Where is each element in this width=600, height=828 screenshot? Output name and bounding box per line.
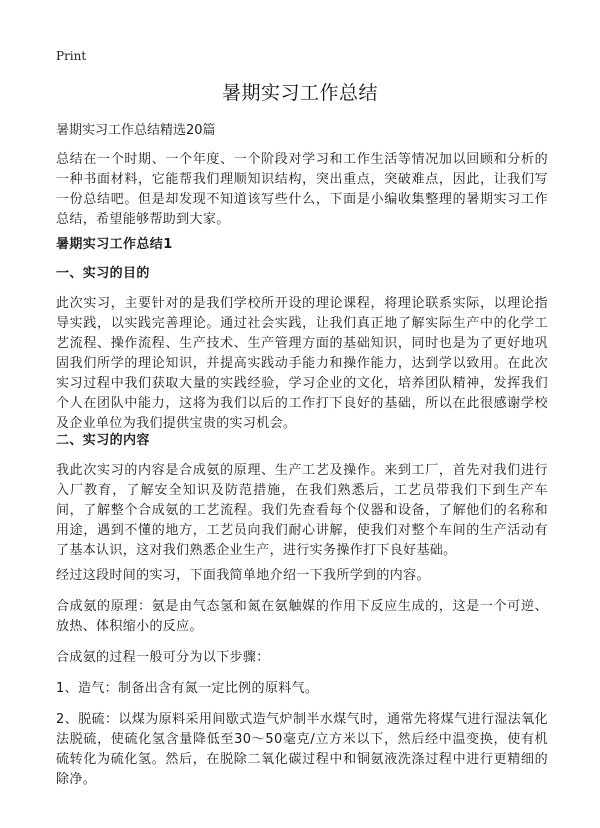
paragraph-summary: 经过这段时间的实习，下面我简单地介绍一下我所学到的内容。 bbox=[56, 568, 430, 583]
paragraph-steps-intro: 合成氨的过程一般可分为以下步骤： bbox=[56, 650, 270, 665]
paragraph-step-1: 1、造气：制备出含有氮一定比例的原料气。 bbox=[56, 681, 319, 696]
paragraph-purpose: 此次实习，主要针对的是我们学校所开设的理论课程，将理论联系实际，以理论指导实践，以实践完善理论。通过社会实践，让我们真正地了解实际生产中的化学工艺流程、操作流程、生产技术、生产管理方面的基础知识，同时也是为了更好地巩固我们所学的理论知识，并提高实践动手能力和操作能力，达到学以致用。在此次实习过程中我们获取大量的实践经验，学习企业的文化，培养团队精神，发挥我们个人在团队中能力，这将为我们以后的工作打下良好的基础，所以在此很感谢学校及企业单位为我们提供宝贵的实习机会。 bbox=[56, 296, 548, 431]
paragraph-step-2: 2、脱硫：以煤为原料采用间歇式造气炉制半水煤气时，通常先将煤气进行湿法氧化法脱硫，使硫化氢含量降低至30～50毫克/立方米以下，然后经中温变换，使有机硫转化为硫化氢。然后，在脱除二氧化碳过程中和铜氨液洗涤过程中进行更精细的除净。 bbox=[56, 712, 548, 787]
heading-purpose: 一、实习的目的 bbox=[56, 266, 150, 281]
print-link[interactable]: Print bbox=[56, 49, 87, 63]
intro-paragraph: 总结在一个时期、一个年度、一个阶段对学习和工作生活等情况加以回顾和分析的一种书面材料，它能帮我们理顺知识结构，突出重点，突破难点，因此，让我们写一份总结吧。但是却发现不知道该写些什么，下面是小编收集整理的暑期实习工作总结，希望能够帮助到大家。 bbox=[56, 152, 548, 227]
paragraph-content: 我此次实习的内容是合成氨的原理、生产工艺及操作。来到工厂，首先对我们进行入厂教育，了解安全知识及防范措施，在我们熟悉后，工艺员带我们下到生产车间，了解整个合成氨的工艺流程。我们先查看每个仪器和设备，了解他们的名称和用途，遇到不懂的地方，工艺员向我们耐心讲解，使我们对整个车间的生产活动有了基本认识，这对我们熟悉企业生产，进行实务操作打下良好基础。 bbox=[56, 463, 548, 558]
section-title: 暑期实习工作总结1 bbox=[56, 237, 173, 252]
document-subtitle: 暑期实习工作总结精选20篇 bbox=[56, 123, 216, 138]
paragraph-principle: 合成氨的原理：氨是由气态氢和氮在氨触媒的作用下反应生成的，这是一个可逆、放热、体积缩小的反应。 bbox=[56, 599, 548, 634]
document-title: 暑期实习工作总结 bbox=[221, 82, 378, 104]
heading-content: 二、实习的内容 bbox=[56, 433, 150, 448]
